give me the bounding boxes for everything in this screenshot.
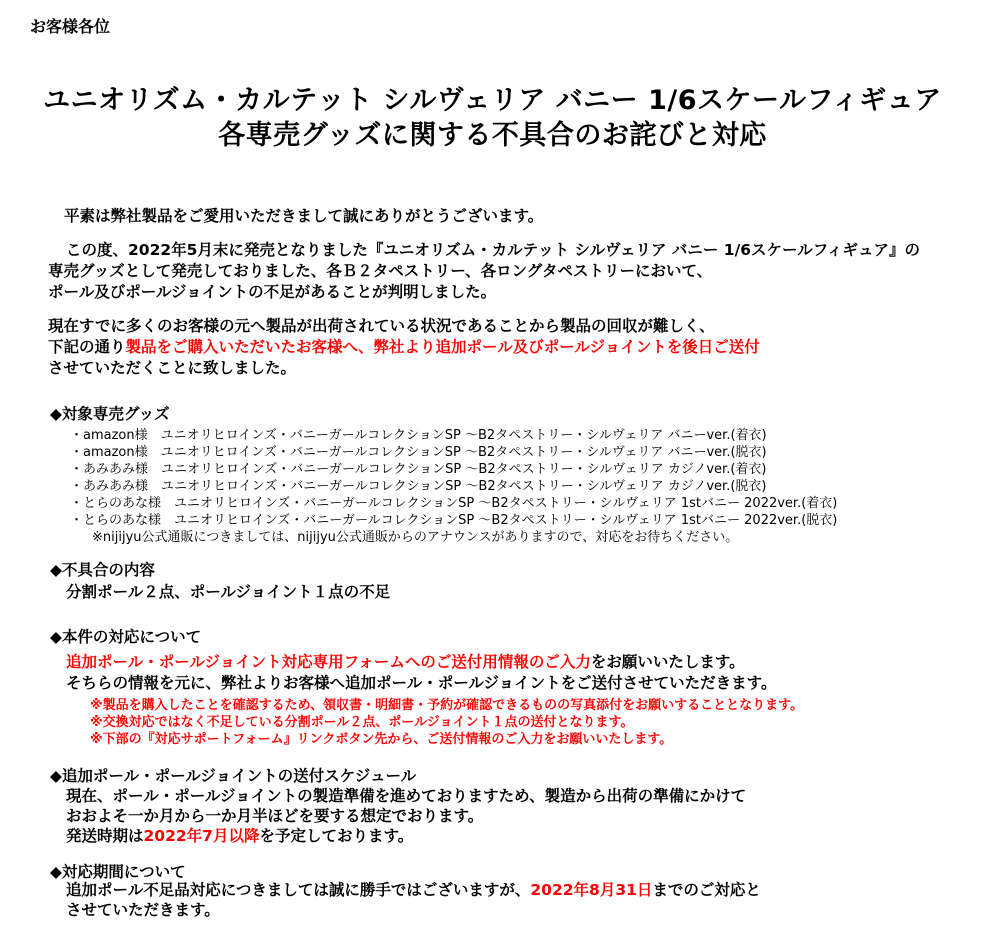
response-note: ※交換対応ではなく不足している分割ポール２点、ポールジョイント１点の送付となります。	[90, 715, 634, 730]
target-item: ・amazon様 ユニオリヒロインズ・バニーガールコレクションSP ～B2タペストリー・シルヴェリア バニーver.(脱衣)	[70, 445, 767, 460]
intro-p3-prefix: 下記の通り	[48, 338, 126, 356]
period-heading: ◆対応期間について	[50, 863, 186, 881]
period-line1-prefix: 追加ポール不足品対応につきましては誠に勝手ではございますが、	[66, 881, 531, 899]
target-item: ・とらのあな様 ユニオリヒロインズ・バニーガールコレクションSP ～B2タペストリー・シルヴェリア 1stバニー 2022ver.(着衣)	[70, 496, 838, 511]
intro-p3-line3: させていただくことに致しました。	[48, 359, 297, 377]
intro-p3-highlight: 製品をご購入いただいたお客様へ、弊社より追加ポール及びポールジョイントを後日ご送付	[125, 338, 760, 356]
period-line1-suffix: までのご対応と	[652, 881, 761, 899]
defect-heading: ◆不具合の内容	[50, 561, 155, 579]
response-form-highlight: 追加ポール・ポールジョイント対応専用フォームへのご送付用情報のご入力	[66, 653, 591, 671]
target-item: ・あみあみ様 ユニオリヒロインズ・バニーガールコレクションSP ～B2タペストリー・シルヴェリア カジノver.(着衣)	[70, 462, 767, 477]
intro-greeting: 平素は弊社製品をご愛用いただきまして誠にありがとうございます。	[64, 207, 544, 225]
intro-p3-line1: 現在すでに多くのお客様の元へ製品が出荷されている状況であることから製品の回収が難しく、	[48, 317, 715, 335]
period-line1	[66, 880, 761, 901]
schedule-heading: ◆追加ポール・ポールジョイントの送付スケジュール	[50, 767, 417, 785]
response-note: ※下部の『対応サポートフォーム』リンクボタン先から、ご送付情報のご入力をお願いいたします。	[90, 732, 673, 747]
response-note: ※製品を購入したことを確認するため、領収書・明細書・予約が確認できるものの写真添付をお願いすることとなります。	[90, 698, 804, 713]
schedule-line3-suffix: を予定しております。	[259, 827, 414, 845]
intro-p2-line2: 専売グッズとして発売しておりました、各Ｂ２タペストリー、各ロングタペストリーにおいて、	[48, 262, 713, 280]
schedule-line1: 現在、ポール・ポールジョイントの製造準備を進めておりますため、製造から出荷の準備にかけて	[66, 787, 747, 805]
intro-p3-line2	[48, 337, 760, 358]
target-item: ・とらのあな様 ユニオリヒロインズ・バニーガールコレクションSP ～B2タペストリー・シルヴェリア 1stバニー 2022ver.(脱衣)	[70, 513, 838, 528]
defect-text: 分割ポール２点、ポールジョイント１点の不足	[66, 583, 391, 601]
greeting: お客様各位	[30, 17, 111, 36]
response-line2: そちらの情報を元に、弊社よりお客様へ追加ポール・ポールジョイントをご送付させていただきます。	[66, 674, 777, 692]
period-line2: させていただきます。	[66, 901, 220, 919]
target-item: ・あみあみ様 ユニオリヒロインズ・バニーガールコレクションSP ～B2タペストリー・シルヴェリア カジノver.(脱衣)	[70, 479, 767, 494]
target-item: ・amazon様 ユニオリヒロインズ・バニーガールコレクションSP ～B2タペストリー・シルヴェリア バニーver.(着衣)	[70, 428, 767, 443]
target-note: ※nijijyu公式通販につきましては、nijijyu公式通販からのアナウンスがありますので、対応をお待ちください。	[92, 530, 739, 545]
schedule-line2: おおよそ一か月から一か月半ほどを要する想定でおります。	[66, 807, 484, 825]
target-heading: ◆対象専売グッズ	[50, 405, 170, 423]
schedule-date-highlight: 2022年7月以降	[143, 827, 260, 845]
intro-p2-line3: ポール及びポールジョイントの不足があることが判明しました。	[48, 283, 497, 301]
response-heading: ◆本件の対応について	[50, 628, 202, 646]
intro-p2-line1: この度、2022年5月末に発売となりました『ユニオリズム・カルテット シルヴェリア バニー 1/6スケールフィギュア』の	[66, 241, 920, 259]
response-line1	[66, 652, 745, 673]
title-line-2: 各専売グッズに関する不具合のお詫びと対応	[218, 120, 767, 151]
schedule-line3-prefix: 発送時期は	[66, 827, 144, 845]
response-line1-suffix: をお願いいたします。	[590, 653, 745, 671]
title-line-1: ユニオリズム・カルテット シルヴェリア バニー 1/6スケールフィギュア	[43, 85, 942, 116]
schedule-line3	[66, 826, 413, 847]
period-date-highlight: 2022年8月31日	[530, 881, 653, 899]
